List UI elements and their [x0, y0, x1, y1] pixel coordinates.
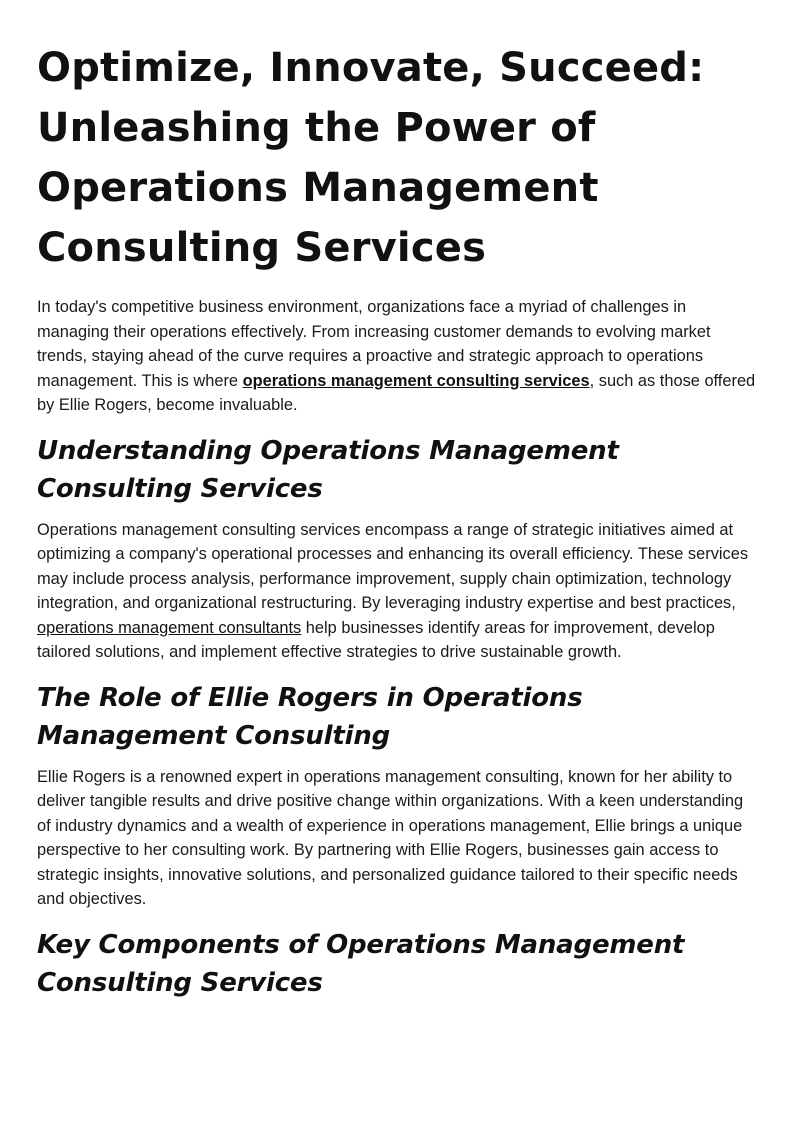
operations-consultants-link[interactable]: operations management consultants: [37, 618, 302, 637]
section-heading-key-components: Key Components of Operations Management Consulting Services: [37, 929, 685, 998]
section-paragraph-role: Ellie Rogers is a renowned expert in operations management consulting, known for her ability to deliver tangible results and drive positive change within organizations. With a keen understanding of industry dynamics and a wealth of experience in operations management, Ellie brings a unique perspective to her consulting work. By partnering with Ellie Rogers, businesses gain access to strategic insights, innovative solutions, and personalized guidance tailored to their specific needs and objectives.: [37, 767, 744, 908]
section-heading-role: The Role of Ellie Rogers in Operations Management Consulting: [37, 682, 583, 751]
intro-text-before-link: In today's competitive business environment, organizations face a myriad of challenges in managing their operations effectively. From increasing customer demands to evolving market trends, staying ahead of the curve requires a proactive and strategic approach to operations management. This is where: [37, 298, 711, 390]
intro-paragraph: [37, 295, 759, 418]
section-paragraph-understanding: [37, 518, 759, 665]
intro-text-after-link: , such as those offered by Ellie Rogers, become invaluable.: [37, 371, 756, 414]
operations-consulting-services-link[interactable]: operations management consulting services: [242, 371, 590, 390]
page-title: Optimize, Innovate, Succeed: Unleashing the Power of Operations Management Consulting Services: [37, 45, 705, 271]
section-heading-understanding: Understanding Operations Management Consulting Services: [37, 435, 619, 504]
section1-text-before-link: Operations management consulting services encompass a range of strategic initiatives aimed at optimizing a company's operational processes and enhancing its overall efficiency. These services may include process analysis, performance improvement, supply chain optimization, technology integration, and organizational restructuring. By leveraging industry expertise and best practices,: [37, 520, 749, 612]
section1-text-after-link: help businesses identify areas for improvement, develop tailored solutions, and implement effective strategies to drive sustainable growth.: [37, 618, 715, 661]
article: [37, 38, 759, 1012]
